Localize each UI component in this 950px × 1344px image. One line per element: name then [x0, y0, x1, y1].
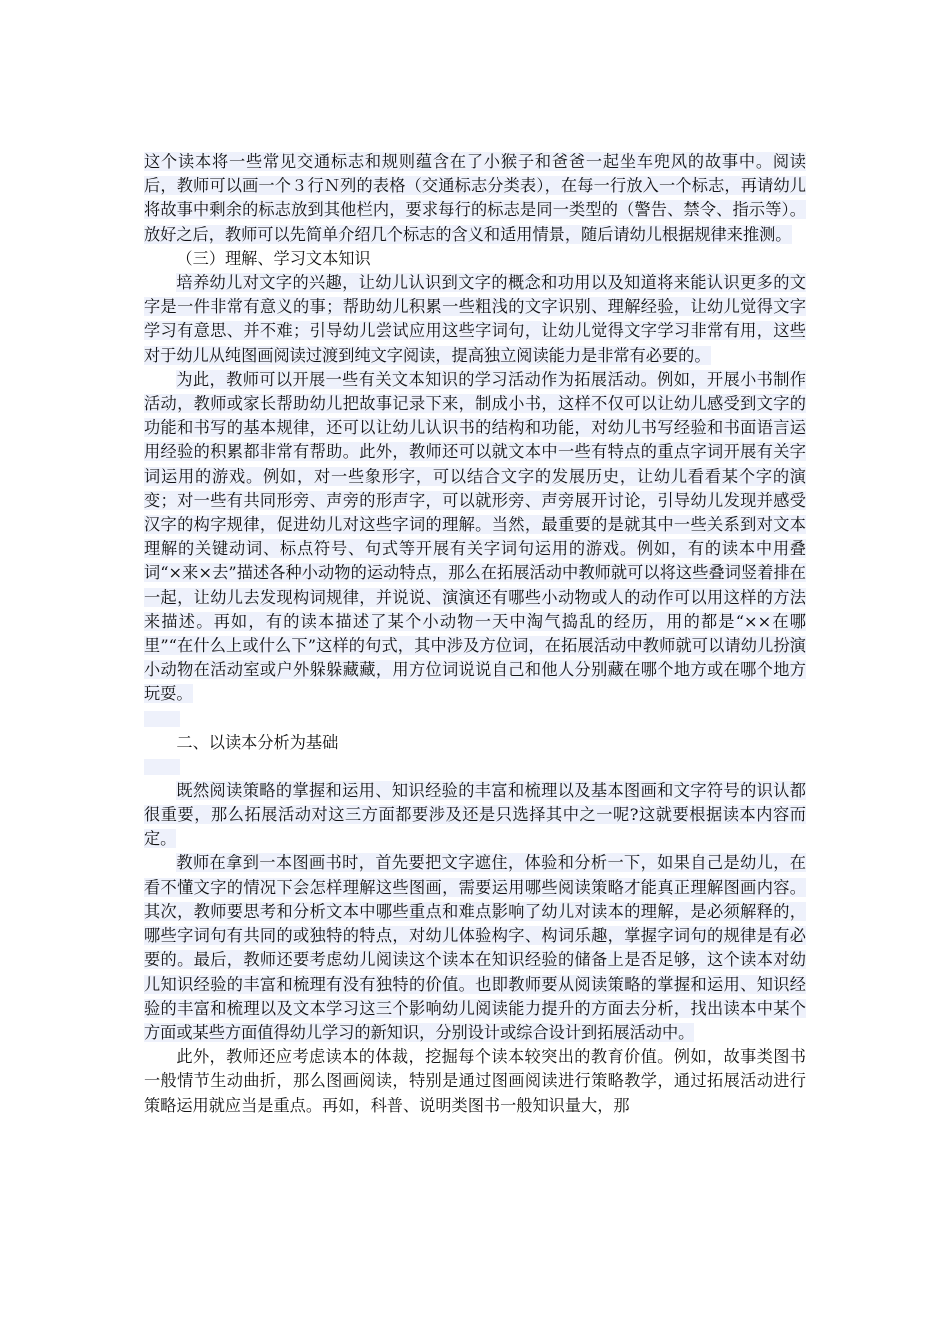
paragraph-traffic-signs [144, 150, 806, 247]
paragraph-text: 这个读本将一些常见交通标志和规则蕴含在了小猴子和爸爸一起坐车兜风的故事中。阅读后，教师可以画一个３行Ｎ列的表格（交通标志分类表），在每一行放入一个标志，再请幼儿将故事中剩余的标志放到其他栏内，要求每行的标志是同一类型的（警告、禁令、指示等）。放好之后，教师可以先简单介绍几个标志的含义和适用情景，随后请幼儿根据规律来推测。 [144, 152, 806, 244]
paragraph-text: 培养幼儿对文字的兴趣，让幼儿认识到文字的概念和功用以及知道将来能认识更多的文字是一件非常有意义的事；帮助幼儿积累一些粗浅的文字识别、理解经验，让幼儿觉得文字学习有意思、并不难；引导幼儿尝试应用这些字词句，让幼儿觉得文字学习非常有用，这些对于幼儿从纯图画阅读过渡到纯文字阅读，提高独立阅读能力是非常有必要的。 [144, 273, 806, 365]
paragraph-literacy-interest [144, 271, 806, 368]
paragraph-text: 为此，教师可以开展一些有关文本知识的学习活动作为拓展活动。例如，开展小书制作活动，教师或家长帮助幼儿把故事记录下来，制成小书，这样不仅可以让幼儿感受到文字的功能和书写的基本规律，还可以让幼儿认识书的结构和功能，对幼儿书写经验和书面语言运用经验的积累都非常有帮助。此外，教师还可以就文本中一些有特点的重点字词开展有关字词运用的游戏。例如，对一些象形字，可以结合文字的发展历史，让幼儿看看某个字的演变；对一些有共同形旁、声旁的形声字，可以就形旁、声旁展开讨论，引导幼儿发现并感受汉字的构字规律，促进幼儿对这些字词的理解。当然，最重要的是就其中一些关系到对文本理解的关键动词、标点符号、句式等开展有关字词句运用的游戏。例如，有的读本中用叠词“×来×去”描述各种小动物的运动特点，那么在拓展活动中教师就可以将这些叠词竖着排在一起，让幼儿去发现构词规律，并说说、演演还有哪些小动物或人的动作可以用这样的方法来描述。再如，有的读本描述了某个小动物一天中淘气捣乱的经历，用的都是“××在哪里”“在什么上或什么下”这样的句式，其中涉及方位词，在拓展活动中教师就可以请幼儿扮演小动物在活动室或户外躲躲藏藏，用方位词说说自己和他人分别藏在哪个地方或在哪个地方玩耍。 [144, 369, 806, 704]
paragraph-three-aspects [144, 779, 806, 852]
section-heading-analysis [144, 731, 806, 755]
section-heading-text: 二、以读本分析为基础 [176, 732, 339, 752]
highlight-mark [144, 711, 180, 727]
subheading-understand-text [144, 247, 806, 271]
document-body [144, 150, 806, 1118]
paragraph-text: 教师在拿到一本图画书时，首先要把文字遮住，体验和分析一下，如果自己是幼儿，在看不懂文字的情况下会怎样理解这些图画，需要运用哪些阅读策略才能真正理解图画内容。其次，教师要思考和分析文本中哪些重点和难点影响了幼儿对读本的理解，是必须解释的，哪些字词句有共同的或独特的特点，对幼儿体验构字、构词乐趣，掌握字词句的规律是有必要的。最后，教师还要考虑幼儿阅读这个读本在知识经验的储备上是否足够，这个读本对幼儿知识经验的丰富和梳理有没有独特的价值。也即教师要从阅读策略的掌握和运用、知识经验的丰富和梳理以及文本学习这三个影响幼儿阅读能力提升的方面去分析，找出读本中某个方面或某些方面值得幼儿学习的新知识，分别设计或综合设计到拓展活动中。 [144, 853, 806, 1042]
highlight-mark [144, 759, 180, 775]
blank-line [144, 755, 806, 779]
subheading-text: （三）理解、学习文本知识 [176, 248, 371, 268]
paragraph-text: 此外，教师还应考虑读本的体裁，挖掘每个读本较突出的教育价值。例如，故事类图书一般情节生动曲折，那么图画阅读，特别是通过图画阅读进行策略教学，通过拓展活动进行策略运用就应当是重点。再如，科普、说明类图书一般知识量大，那 [144, 1047, 806, 1115]
paragraph-teacher-analysis [144, 851, 806, 1045]
paragraph-text-activities [144, 368, 806, 707]
blank-line [144, 707, 806, 731]
paragraph-text: 既然阅读策略的掌握和运用、知识经验的丰富和梳理以及基本图画和文字符号的识认都很重要，那么拓展活动对这三方面都要涉及还是只选择其中之一呢?这就要根据读本内容而定。 [144, 780, 806, 849]
paragraph-genre [144, 1045, 806, 1118]
